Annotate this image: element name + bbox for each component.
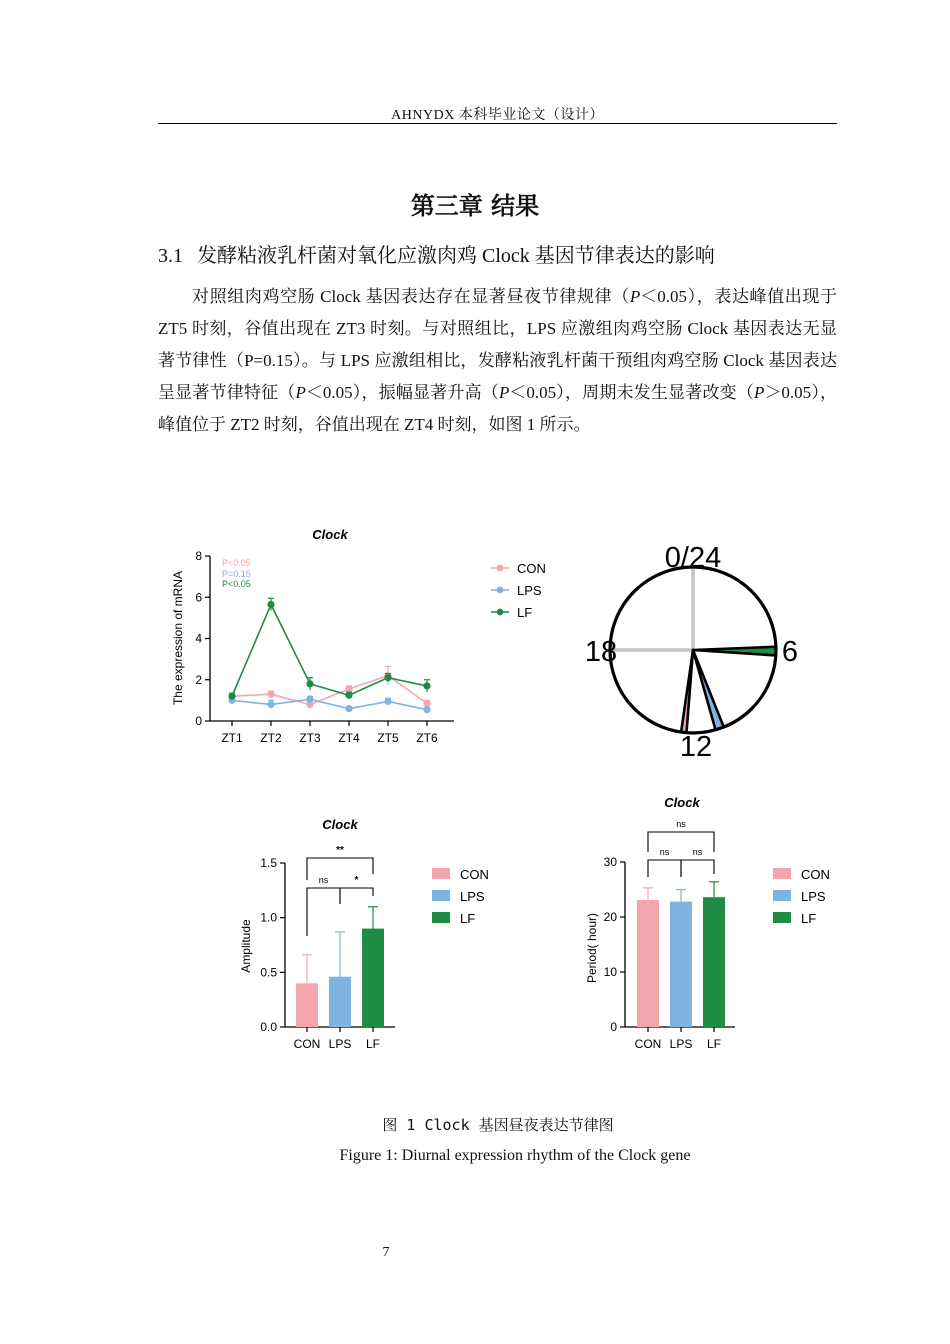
legend-label: LPS xyxy=(801,889,826,904)
x-tick-label: ZT3 xyxy=(299,731,321,745)
x-tick-label: CON xyxy=(634,1037,662,1051)
x-tick-label: ZT2 xyxy=(260,731,282,745)
x-tick-label: ZT6 xyxy=(416,731,438,745)
polar-label-0: 0/24 xyxy=(664,542,722,574)
body-paragraph xyxy=(158,281,837,441)
significance-label: ns xyxy=(659,847,670,857)
y-tick-label: 6 xyxy=(195,590,202,605)
section-number: 3.1 xyxy=(158,245,183,267)
series-line-lps xyxy=(232,699,427,709)
y-tick-label: 0.5 xyxy=(260,965,277,980)
legend-label: LPS xyxy=(460,889,485,904)
legend-label: LF xyxy=(517,605,533,620)
p-symbol: P xyxy=(629,287,641,306)
page-number: 7 xyxy=(382,1245,390,1260)
significance-bracket xyxy=(648,860,681,877)
legend-marker xyxy=(497,609,504,616)
period-ylabel: Period( hour) xyxy=(585,912,599,984)
y-tick-label: 0 xyxy=(610,1020,617,1034)
annotation-con: P<0.05 xyxy=(222,558,251,568)
legend-label: CON xyxy=(517,561,546,576)
line-chart-title: Clock xyxy=(312,527,348,542)
amplitude-ylabel: Amplitude xyxy=(239,919,253,973)
p-symbol: P xyxy=(295,383,306,402)
point-lf xyxy=(228,693,235,700)
amplitude-chart-title: Clock xyxy=(322,817,358,832)
legend-swatch xyxy=(432,868,450,879)
point-lps xyxy=(384,698,391,705)
point-lf xyxy=(384,674,391,681)
line-chart-ylabel: The expression of mRNA xyxy=(171,570,185,706)
legend-marker xyxy=(497,587,504,594)
y-tick-label: 10 xyxy=(603,965,617,979)
point-lps xyxy=(345,705,352,712)
point-lps xyxy=(267,701,274,708)
legend-label: LPS xyxy=(517,583,542,598)
chapter-title: 第三章 结果 xyxy=(410,192,540,220)
p-symbol: P xyxy=(754,383,765,402)
x-tick-label: LPS xyxy=(669,1037,693,1051)
figure-caption-cn: 图 1 Clock 基因昼夜表达节律图 xyxy=(382,1116,614,1134)
significance-bracket xyxy=(340,888,373,904)
phase-polar-plot xyxy=(575,530,815,765)
polar-label-12: 12 xyxy=(679,731,713,763)
point-con xyxy=(267,691,274,698)
y-tick-label: 8 xyxy=(195,549,202,563)
significance-bracket xyxy=(648,832,714,852)
legend-label: LF xyxy=(460,911,476,926)
phase-wedge-lf xyxy=(693,647,776,656)
p-symbol: P xyxy=(498,383,510,402)
annotation-lps: P=0.15 xyxy=(222,569,251,579)
line-chart xyxy=(160,520,560,755)
point-lf xyxy=(345,692,352,699)
legend-swatch xyxy=(773,868,791,879)
period-bar-chart xyxy=(570,790,860,1055)
running-header: AHNYDX 本科毕业论文（设计） xyxy=(391,108,604,123)
bar-con xyxy=(637,900,659,1027)
legend-swatch xyxy=(773,890,791,901)
x-tick-label: CON xyxy=(293,1037,321,1051)
y-tick-label: 0.0 xyxy=(260,1020,277,1034)
y-tick-label: 20 xyxy=(603,910,617,924)
phase-wedge-lps xyxy=(693,650,724,730)
legend-label: CON xyxy=(460,867,489,882)
significance-bracket xyxy=(307,858,373,880)
legend-swatch xyxy=(432,890,450,901)
significance-label: ns xyxy=(676,819,686,829)
y-tick-label: 0 xyxy=(195,714,202,728)
significance-bracket xyxy=(307,888,340,936)
legend-marker xyxy=(497,565,504,572)
significance-bracket xyxy=(681,860,714,877)
para-text: 对照组肉鸡空肠 Clock 基因表达存在显著昼夜节律规律（ xyxy=(192,287,630,306)
y-tick-label: 30 xyxy=(603,855,617,869)
bar-lps xyxy=(670,902,692,1027)
point-con xyxy=(423,700,430,707)
legend-label: CON xyxy=(801,867,830,882)
legend-swatch xyxy=(773,912,791,923)
para-text: ＞0.05），峰值位于 ZT2 时刻，谷值出现在 ZT4 时刻，如图 1 所示。 xyxy=(158,383,838,434)
bar-con xyxy=(296,983,318,1027)
x-tick-label: LPS xyxy=(328,1037,352,1051)
figure-caption-en: Figure 1: Diurnal expression rhythm of the Clock gene xyxy=(339,1147,691,1164)
y-tick-label: 2 xyxy=(195,672,202,687)
legend-swatch xyxy=(432,912,450,923)
significance-label: ** xyxy=(336,845,344,856)
amplitude-bar-chart xyxy=(225,812,525,1057)
bar-lps xyxy=(329,977,351,1027)
header-rule xyxy=(158,123,837,124)
section-title: 发酵粘液乳杆菌对氧化应激肉鸡 Clock 基因节律表达的影响 xyxy=(197,245,715,267)
bar-lf xyxy=(703,897,725,1027)
x-tick-label: LF xyxy=(706,1037,722,1051)
point-lps xyxy=(423,706,430,713)
legend-label: LF xyxy=(801,911,817,926)
x-tick-label: ZT4 xyxy=(338,731,360,745)
point-lf xyxy=(423,682,430,689)
significance-label: * xyxy=(354,875,359,886)
x-tick-label: ZT1 xyxy=(221,731,243,745)
polar-label-18: 18 xyxy=(584,636,618,668)
significance-label: ns xyxy=(318,875,329,885)
point-lf xyxy=(306,680,313,687)
point-lps xyxy=(306,696,313,703)
bar-lf xyxy=(362,929,384,1027)
polar-label-6: 6 xyxy=(781,636,799,668)
para-text: ＜0.05），振幅显著升高（ xyxy=(305,383,499,402)
para-text: ＜0.05），表达峰值出现于 ZT5 时刻，谷值出现在 ZT3 时刻。与对照组比，LPS 应激组肉鸡空肠 Clock 基因表达无显著节律性（P=0.15）。与 LPS 应激组相比，发酵粘液乳杆菌干预组肉鸡空肠 Clock 基因表达呈显著节律特征（ xyxy=(158,287,838,402)
point-lf xyxy=(267,601,274,608)
y-tick-label: 1.5 xyxy=(260,856,277,870)
y-tick-label: 4 xyxy=(195,631,202,646)
section-heading xyxy=(158,239,715,268)
significance-label: ns xyxy=(692,847,703,857)
para-text: ＜0.05），周期未发生显著改变（ xyxy=(509,383,755,402)
annotation-lf: P<0.05 xyxy=(222,579,251,589)
phase-wedge-con xyxy=(681,650,693,733)
x-tick-label: ZT5 xyxy=(377,731,399,745)
period-chart-title: Clock xyxy=(664,795,700,810)
y-tick-label: 1.0 xyxy=(260,910,277,925)
x-tick-label: LF xyxy=(365,1037,381,1051)
